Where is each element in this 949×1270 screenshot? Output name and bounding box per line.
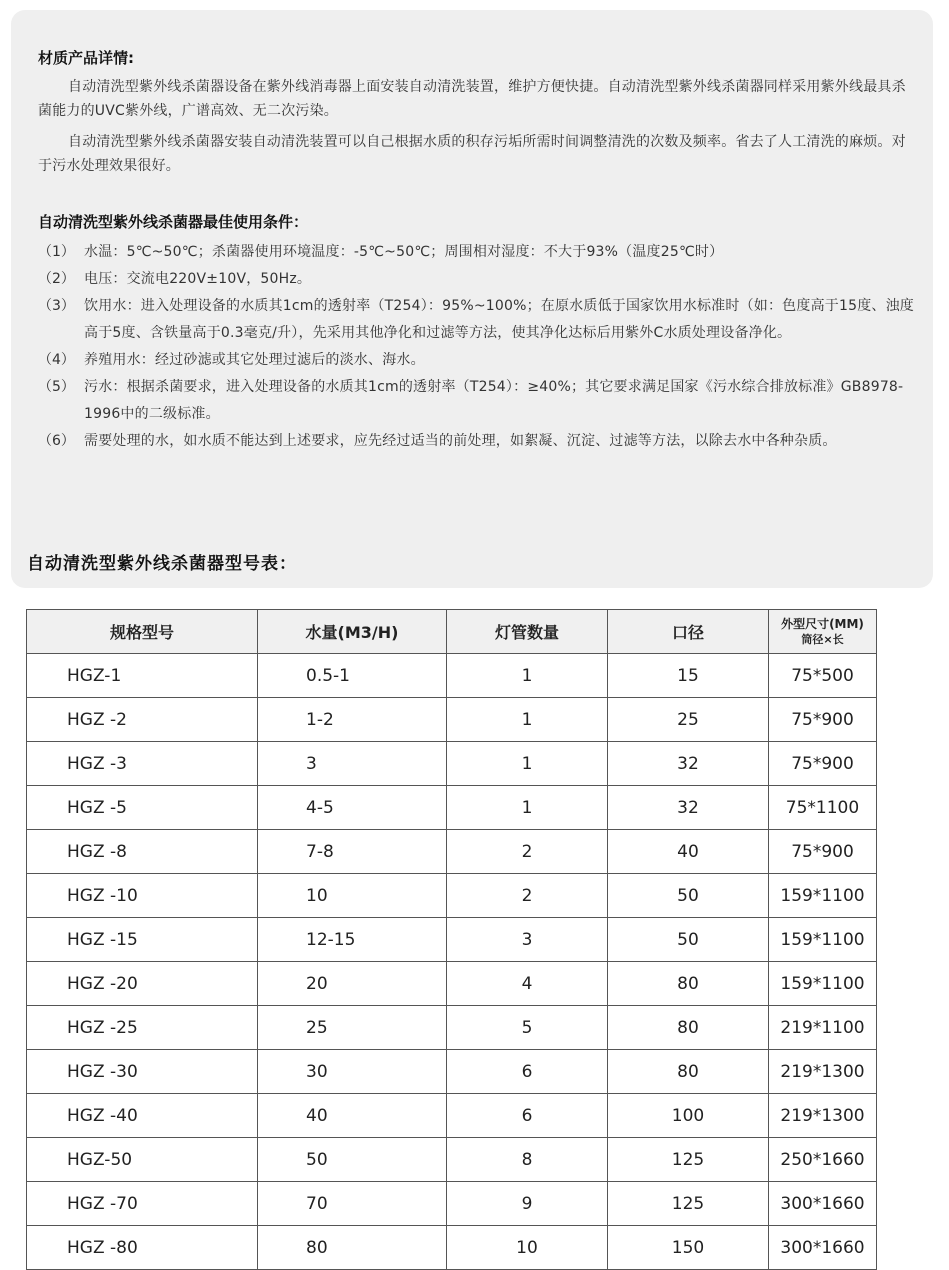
cell-model: HGZ -5 <box>27 786 258 830</box>
model-table-body <box>27 654 877 1270</box>
cell-dim: 219*1100 <box>769 1006 877 1050</box>
cell-port: 25 <box>608 698 769 742</box>
cell-lamps: 10 <box>447 1226 608 1270</box>
cell-model: HGZ -3 <box>27 742 258 786</box>
condition-item <box>38 293 923 347</box>
cell-lamps: 1 <box>447 742 608 786</box>
header-dimensions <box>769 610 877 654</box>
cell-model: HGZ-1 <box>27 654 258 698</box>
conditions-list <box>38 239 923 455</box>
condition-item <box>38 428 923 455</box>
cell-lamps: 2 <box>447 830 608 874</box>
cell-flow: 50 <box>258 1138 447 1182</box>
condition-text: 养殖用水：经过砂滤或其它处理过滤后的淡水、海水。 <box>84 352 425 368</box>
condition-item <box>38 239 923 266</box>
model-table <box>26 609 877 1270</box>
cell-port: 150 <box>608 1226 769 1270</box>
conditions-heading: 自动清洗型紫外线杀菌器最佳使用条件： <box>38 213 309 231</box>
condition-item <box>38 374 923 428</box>
cell-lamps: 5 <box>447 1006 608 1050</box>
cell-model: HGZ -80 <box>27 1226 258 1270</box>
condition-text: 饮用水：进入处理设备的水质其1cm的透射率（T254）：95%~100%；在原水质低于国家饮用水标准时（如：色度高于15度、浊度高于5度、含铁量高于0.3毫克/升），先采用其他净化和过滤等方法，使其净化达标后用紫外C水质处理设备净化。 <box>84 298 914 341</box>
condition-text: 需要处理的水，如水质不能达到上述要求，应先经过适当的前处理，如絮凝、沉淀、过滤等方法，以除去水中各种杂质。 <box>84 433 837 449</box>
intro-paragraph-1: 自动清洗型紫外线杀菌器设备在紫外线消毒器上面安装自动清洗装置，维护方便快捷。自动清洗型紫外线杀菌器同样采用紫外线最具杀菌能力的UVC紫外线，广谱高效、无二次污染。 <box>38 79 906 119</box>
cell-lamps: 8 <box>447 1138 608 1182</box>
condition-number: （3） <box>38 298 75 314</box>
cell-dim: 219*1300 <box>769 1050 877 1094</box>
condition-number: （1） <box>38 244 75 260</box>
cell-port: 32 <box>608 786 769 830</box>
table-row <box>27 1182 877 1226</box>
header-dimensions-line2: 筒径×长 <box>801 632 844 646</box>
cell-port: 125 <box>608 1138 769 1182</box>
intro-paragraph-2: 自动清洗型紫外线杀菌器安装自动清洗装置可以自己根据水质的积存污垢所需时间调整清洗的次数及频率。省去了人工清洗的麻烦。对于污水处理效果很好。 <box>38 134 906 174</box>
table-row <box>27 962 877 1006</box>
model-table-heading: 自动清洗型紫外线杀菌器型号表： <box>27 554 297 574</box>
cell-dim: 300*1660 <box>769 1226 877 1270</box>
cell-dim: 75*900 <box>769 742 877 786</box>
cell-dim: 159*1100 <box>769 874 877 918</box>
cell-model: HGZ-50 <box>27 1138 258 1182</box>
cell-lamps: 2 <box>447 874 608 918</box>
cell-flow: 7-8 <box>258 830 447 874</box>
cell-flow: 30 <box>258 1050 447 1094</box>
cell-model: HGZ -15 <box>27 918 258 962</box>
table-row <box>27 1226 877 1270</box>
cell-flow: 4-5 <box>258 786 447 830</box>
cell-port: 80 <box>608 1006 769 1050</box>
cell-lamps: 6 <box>447 1094 608 1138</box>
cell-dim: 75*1100 <box>769 786 877 830</box>
cell-model: HGZ -25 <box>27 1006 258 1050</box>
cell-port: 80 <box>608 962 769 1006</box>
cell-lamps: 3 <box>447 918 608 962</box>
cell-dim: 159*1100 <box>769 918 877 962</box>
cell-port: 80 <box>608 1050 769 1094</box>
cell-lamps: 6 <box>447 1050 608 1094</box>
cell-port: 50 <box>608 874 769 918</box>
table-row <box>27 1050 877 1094</box>
condition-text: 污水：根据杀菌要求，进入处理设备的水质其1cm的透射率（T254）：≥40%；其它要求满足国家《污水综合排放标准》GB8978-1996中的二级标准。 <box>84 379 904 422</box>
condition-number: （2） <box>38 271 75 287</box>
cell-model: HGZ -40 <box>27 1094 258 1138</box>
cell-dim: 75*900 <box>769 698 877 742</box>
header-flow: 水量(M3/H) <box>258 610 447 654</box>
table-row <box>27 654 877 698</box>
cell-lamps: 9 <box>447 1182 608 1226</box>
condition-number: （6） <box>38 433 75 449</box>
table-row <box>27 874 877 918</box>
cell-model: HGZ -10 <box>27 874 258 918</box>
cell-model: HGZ -20 <box>27 962 258 1006</box>
table-header-row <box>27 610 877 654</box>
table-row <box>27 742 877 786</box>
condition-item <box>38 347 923 374</box>
table-row <box>27 1138 877 1182</box>
cell-dim: 219*1300 <box>769 1094 877 1138</box>
condition-number: （5） <box>38 379 75 395</box>
cell-lamps: 4 <box>447 962 608 1006</box>
cell-model: HGZ -2 <box>27 698 258 742</box>
product-details-heading: 材质产品详情: <box>38 49 134 67</box>
cell-flow: 10 <box>258 874 447 918</box>
cell-flow: 3 <box>258 742 447 786</box>
cell-flow: 0.5-1 <box>258 654 447 698</box>
condition-number: （4） <box>38 352 75 368</box>
cell-port: 100 <box>608 1094 769 1138</box>
cell-flow: 25 <box>258 1006 447 1050</box>
header-dimensions-line1: 外型尺寸(MM) <box>781 616 864 631</box>
table-row <box>27 830 877 874</box>
table-row <box>27 1094 877 1138</box>
header-model: 规格型号 <box>27 610 258 654</box>
cell-dim: 250*1660 <box>769 1138 877 1182</box>
cell-flow: 20 <box>258 962 447 1006</box>
condition-item <box>38 266 923 293</box>
cell-dim: 75*500 <box>769 654 877 698</box>
table-row <box>27 698 877 742</box>
table-row <box>27 918 877 962</box>
cell-port: 125 <box>608 1182 769 1226</box>
cell-flow: 40 <box>258 1094 447 1138</box>
cell-port: 15 <box>608 654 769 698</box>
condition-text: 电压：交流电220V±10V，50Hz。 <box>84 271 312 287</box>
cell-model: HGZ -8 <box>27 830 258 874</box>
table-row <box>27 1006 877 1050</box>
header-lamps: 灯管数量 <box>447 610 608 654</box>
cell-port: 40 <box>608 830 769 874</box>
cell-port: 50 <box>608 918 769 962</box>
cell-flow: 1-2 <box>258 698 447 742</box>
cell-dim: 159*1100 <box>769 962 877 1006</box>
cell-lamps: 1 <box>447 654 608 698</box>
condition-text: 水温：5℃~50℃；杀菌器使用环境温度：-5℃~50℃；周围相对湿度：不大于93%（温度25℃时） <box>84 244 724 260</box>
cell-flow: 70 <box>258 1182 447 1226</box>
table-row <box>27 786 877 830</box>
cell-model: HGZ -30 <box>27 1050 258 1094</box>
cell-dim: 75*900 <box>769 830 877 874</box>
header-port: 口径 <box>608 610 769 654</box>
cell-flow: 80 <box>258 1226 447 1270</box>
cell-lamps: 1 <box>447 786 608 830</box>
cell-port: 32 <box>608 742 769 786</box>
cell-flow: 12-15 <box>258 918 447 962</box>
cell-lamps: 1 <box>447 698 608 742</box>
cell-model: HGZ -70 <box>27 1182 258 1226</box>
cell-dim: 300*1660 <box>769 1182 877 1226</box>
